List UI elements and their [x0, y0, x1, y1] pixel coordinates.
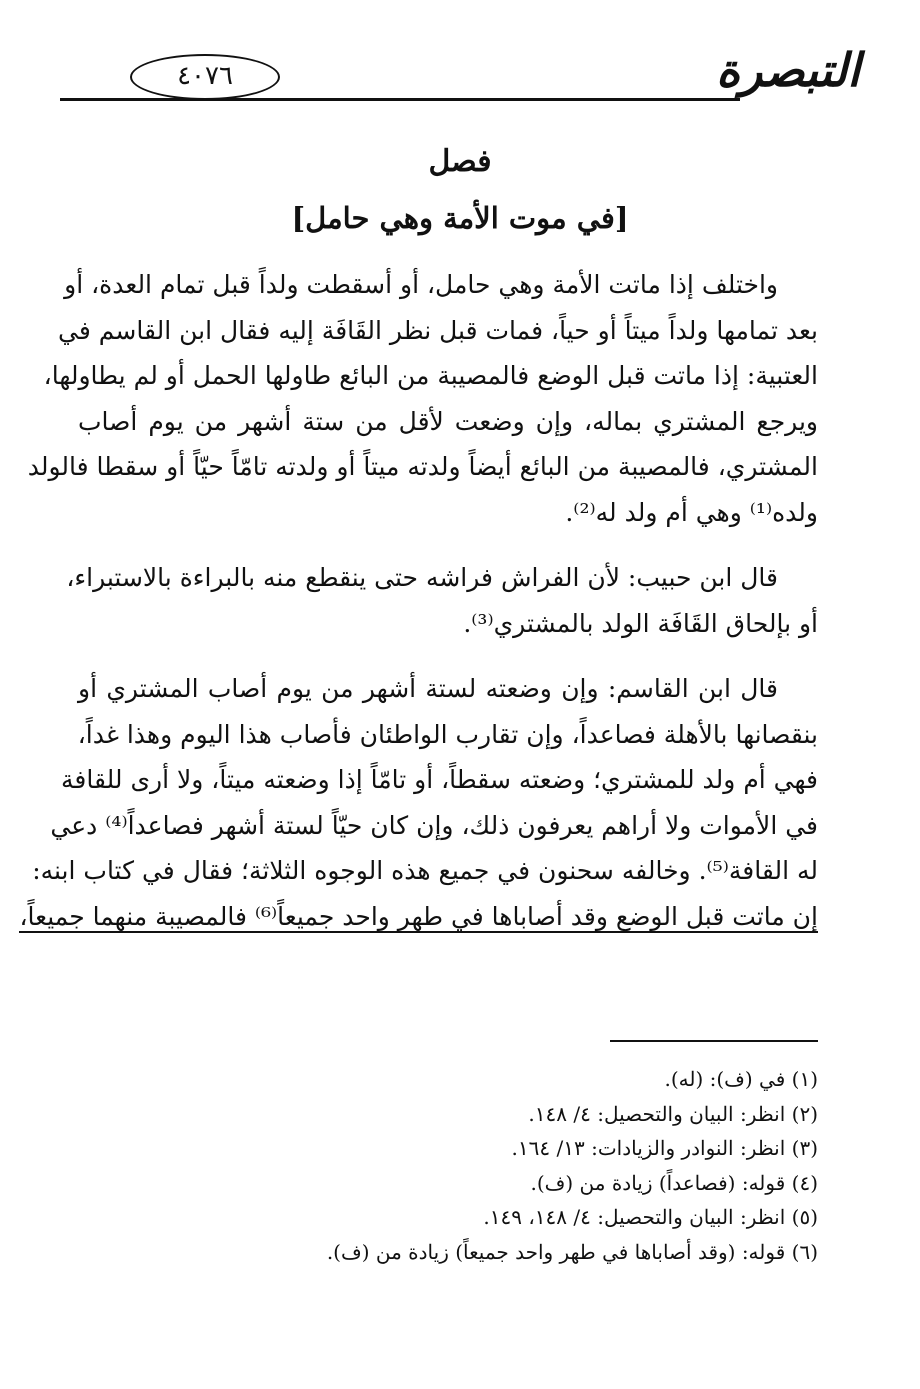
footnote: (٥) انظر: البيان والتحصيل: ٤/ ١٤٨، ١٤٩.	[483, 1205, 818, 1229]
text-line	[19, 894, 818, 940]
footnote: (١) في (ف): (له).	[664, 1067, 818, 1091]
text-line: واختلف إذا ماتت الأمة وهي حامل، أو أسقطت ولداً قبل تمام العدة، أو	[64, 270, 778, 299]
text-line: بنقصانها بالأهلة فصاعداً، وإن تقارب الواطئان فأصاب هذا اليوم وهذا غداً،	[77, 719, 818, 749]
header-rule	[60, 98, 740, 101]
footnotes	[78, 1062, 818, 1269]
book-title: التبصرة	[716, 43, 860, 97]
paragraph-2	[66, 555, 818, 646]
footnote: (٤) قوله: (فصاعداً) زيادة من (ف).	[530, 1170, 818, 1195]
text-line: أو بإلحاق القَافَة الولد بالمشتري⁽³⁾.	[463, 608, 818, 638]
text-line: ويرجع المشتري بماله، وإن وضعت لأقل من ستة أشهر من يوم أصاب	[78, 406, 818, 436]
text-line: فهي أم ولد للمشتري؛ وضعته سقطاً، أو تامّاً إذا وضعته ميتاً، ولا أرى للقافة	[61, 765, 818, 794]
underlined-text: إن ماتت قبل الوضع وقد أصاباها في طهر واحد جميعاً⁽⁶⁾ فالمصيبة منهما جميعاً،	[19, 901, 818, 931]
body-text	[19, 262, 818, 959]
text-line: قال ابن القاسم: وإن وضعته لستة أشهر من يوم أصاب المشتري أو	[78, 674, 778, 703]
footnote-separator	[610, 1040, 818, 1042]
paragraph-3	[19, 666, 818, 939]
subsection-heading: [في موت الأمة وهي حامل]	[291, 201, 629, 235]
paragraph-1	[27, 262, 818, 535]
text-line: له القافة⁽⁵⁾. وخالفه سحنون في جميع هذه الوجوه الثلاثة؛ فقال في كتاب ابنه:	[32, 856, 818, 885]
text-line: في الأموات ولا أراهم يعرفون ذلك، وإن كان حيّاً لستة أشهر فصاعداً⁽⁴⁾ دعي	[50, 810, 818, 840]
footnote: (٦) قوله: (وقد أصاباها في طهر واحد جميعاً) زيادة من (ف).	[326, 1239, 818, 1264]
footnote: (٢) انظر: البيان والتحصيل: ٤/ ١٤٨.	[528, 1101, 818, 1126]
text-line: بعد تمامها ولداً ميتاً أو حياً، فمات قبل نظر القَافَة إليه فقال ابن القاسم في	[58, 315, 818, 345]
section-heading: فصل	[428, 144, 492, 179]
text-line: ولده⁽¹⁾ وهي أم ولد له⁽²⁾.	[565, 497, 818, 527]
footnote: (٣) انظر: النوادر والزيادات: ١٣/ ١٦٤.	[511, 1136, 818, 1160]
page-header	[60, 38, 860, 108]
page-number-frame	[130, 54, 280, 100]
text-line: قال ابن حبيب: لأن الفراش فراشه حتى ينقطع منه بالبراءة بالاستبراء،	[66, 563, 778, 592]
text-line: العتبية: إذا ماتت قبل الوضع فالمصيبة من البائع طاولها الحمل أو لم يطاولها،	[43, 361, 818, 390]
text-line: المشتري، فالمصيبة من البائع أيضاً ولدته ميتاً أو ولدته تامّاً حيّاً أو سقطا فالولد	[27, 452, 818, 481]
page-number: ٤٠٧٦	[177, 61, 233, 91]
